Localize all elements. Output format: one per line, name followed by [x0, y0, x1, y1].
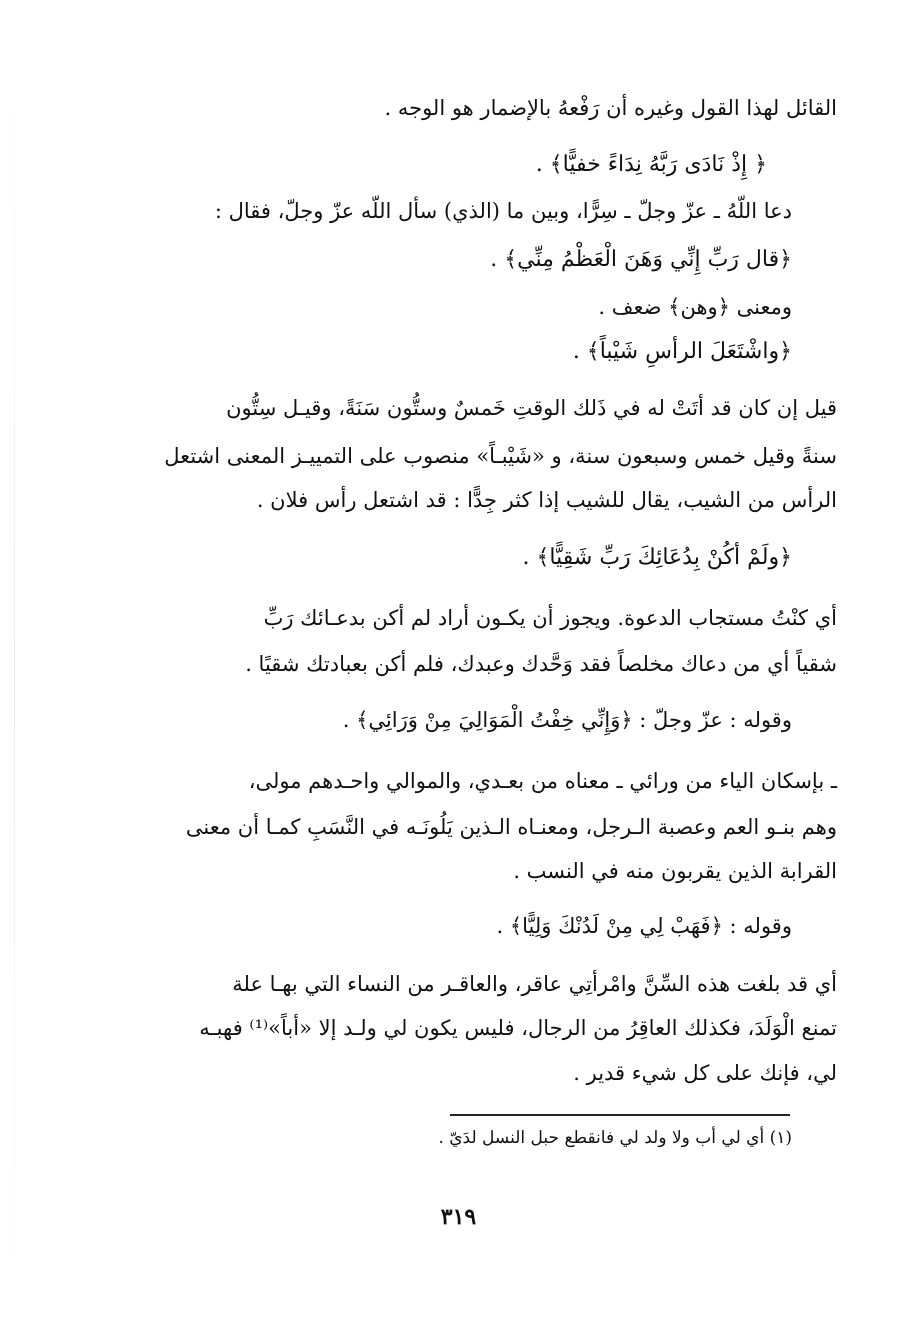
paragraph-line: أي كنْتُ مستجاب الدعوة. ويجوز أن يكـون أراد لم أكن بدعـائك رَبِّ [263, 606, 837, 630]
paragraph-line: القرابة الذين يقربون منه في النسب . [513, 859, 837, 883]
text-line: ومعنى ﴿وهن﴾ ضعف . [598, 295, 792, 319]
paragraph-line: لي، فإنك على كل شيء قدير . [573, 1061, 837, 1085]
paragraph-line: شقياً أي من دعاك مخلصاً فقد وَحَّدك وعبدك، فلم أكن بعبادتك شقيًا . [245, 652, 837, 676]
quran-verse-line: وقوله : عزّ وجلّ : ﴿وَإِنِّي خِفْتُ الْمَوَالِيَ مِنْ وَرَائِي﴾ . [342, 708, 792, 732]
page-number: ٣١٩ [440, 1204, 477, 1230]
footnote: (١) أي لي أب ولا ولد لي فانقطع حبل النسل لدَيّ . [438, 1128, 792, 1148]
quran-verse-line: ﴿واشْتَعَلَ الرأسِ شَيْباً﴾ . [572, 339, 792, 364]
quran-verse-line: وقوله : ﴿فَهَبْ لِي مِنْ لَدُنْكَ وَلِيًّا﴾ . [496, 914, 792, 938]
paragraph-line: الرأس من الشيب، يقال للشيب إذا كثر جِدًّا : قد اشتعل رأس فلان . [256, 488, 837, 512]
quran-verse-line: ﴿ولَمْ أكُنْ بِدُعَائِكَ رَبِّ شَقِيًّا﴾ . [522, 545, 792, 570]
paragraph-line: ـ بإسكان الياء من ورائي ـ معناه من بعـدي، والموالي واحـدهم مولى، [248, 769, 837, 793]
paragraph-line: قيل إن كان قد أتَتْ له في ذَلك الوقتِ خَمسٌ وستُّون سَنَةً، وقيـل سِتُّون [226, 396, 837, 420]
page-edge-shadow [14, 60, 15, 1310]
text-line: القائل لهذا القول وغيره أن رَفْعهُ بالإضمار هو الوجه . [384, 96, 837, 120]
paragraph-line: أي قد بلغت هذه السِّنَّ وامْرأتِي عاقر، والعاقـر من النساء التي بهـا علة [232, 972, 837, 996]
quran-verse-line: ﴿قال رَبِّ إِنِّي وَهَنَ الْعَظْمُ مِنِّي﴾ . [490, 247, 792, 272]
paragraph-line: تمنع الْوَلَدَ، فكذلك العاقِرُ من الرجال، فليس يكون لي ولـد إلا «أباً»⁽¹⁾ فهبـه [199, 1016, 837, 1040]
text-line: دعا اللّهُ ـ عزّ وجلّ ـ سِرًّا، وبين ما (الذي) سأل اللّه عزّ وجلّ، فقال : [214, 199, 792, 223]
quran-verse-line: ﴿ إِذْ نَادَى رَبَّهُ نِدَاءً خفيًّا﴾ . [535, 152, 767, 177]
paragraph-line: سنةً وقيل خمس وسبعون سنة، و «شَيْبـاً» منصوب على التمييـز المعنى اشتعل [164, 444, 837, 468]
paragraph-line: وهم بنـو العم وعصبة الـرجل، ومعنـاه الـذين يَلُونَـه في النَّسَبِ كمـا أن معنى [185, 815, 837, 839]
footnote-separator [450, 1114, 790, 1116]
